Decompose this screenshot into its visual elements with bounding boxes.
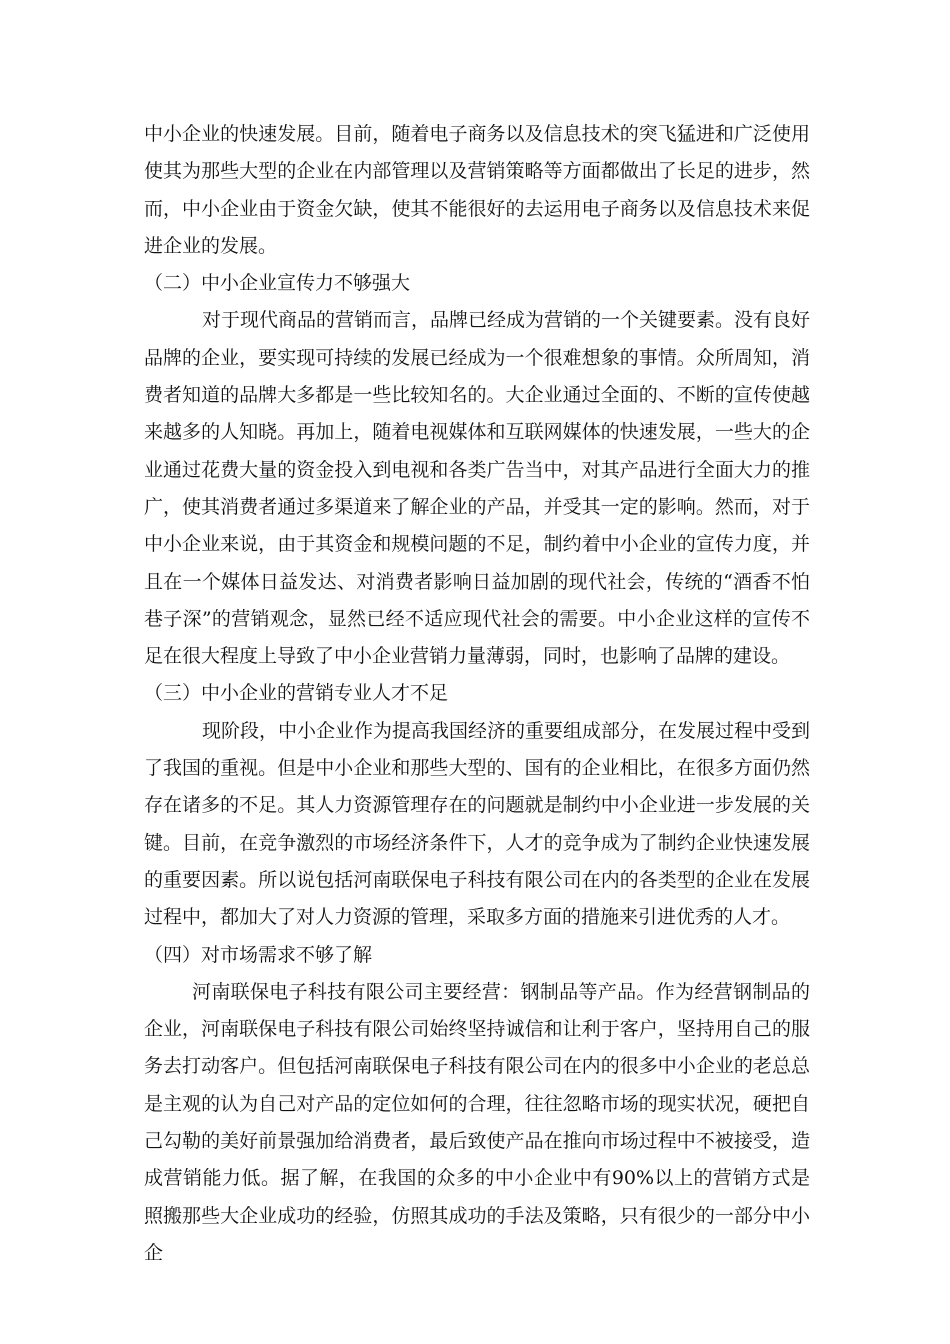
section-heading-2: （二）中小企业宣传力不够强大 bbox=[144, 272, 411, 295]
paragraph-market: 河南联保电子科技有限公司主要经营：钢制品等产品。作为经营钢制品的企业，河南联保电子科技有限公司始终坚持诚信和让利于客户，坚持用自己的服务去打动客户。但包括河南联保电子科技有限公司在内的很多中小企业的老总总是主观的认为自己对产品的定位如何的合理，往往忽略市场的现实状况，硬把自己勾勒的美好前景强加给消费者，最后致使产品在推向市场过程中不被接受，造成营销能力低。据了解，在我国的众多的中小企业中有90%以上的营销方式是照搬那些大企业成功的经验，仿照其成功的手法及策略，只有很少的一部分中小企 bbox=[144, 980, 810, 1264]
paragraph-talent: 现阶段，中小企业作为提高我国经济的重要组成部分，在发展过程中受到了我国的重视。但是中小企业和那些大型的、国有的企业相比，在很多方面仍然存在诸多的不足。其人力资源管理存在的问题就是制约中小企业进一步发展的关键。目前，在竞争激烈的市场经济条件下，人才的竞争成为了制约企业快速发展的重要因素。所以说包括河南联保电子科技有限公司在内的各类型的企业在发展过程中，都加大了对人力资源的管理，采取多方面的措施来引进优秀的人才。 bbox=[144, 719, 811, 929]
section-heading-4: （四）对市场需求不够了解 bbox=[144, 943, 373, 966]
paragraph-branding: 对于现代商品的营销而言，品牌已经成为营销的一个关键要素。没有良好品牌的企业，要实现可持续的发展已经成为一个很难想象的事情。众所周知，消费者知道的品牌大多都是一些比较知名的。大企业通过全面的、不断的宣传使越来越多的人知晓。再加上，随着电视媒体和互联网媒体的快速发展，一些大的企业通过花费大量的资金投入到电视和各类广告当中，对其产品进行全面大力的推广，使其消费者通过多渠道来了解企业的产品，并受其一定的影响。然而，对于中小企业来说，由于其资金和规模问题的不足，制约着中小企业的宣传力度，并且在一个媒体日益发达、对消费者影响日益加剧的现代社会，传统的“酒香不怕巷子深”的营销观念，显然已经不适应现代社会的需要。中小企业这样的宣传不足在很大程度上导致了中小企业营销力量薄弱，同时，也影响了品牌的建设。 bbox=[144, 309, 811, 668]
paragraph-intro: 中小企业的快速发展。目前，随着电子商务以及信息技术的突飞猛进和广泛使用使其为那些大型的企业在内部管理以及营销策略等方面都做出了长足的进步，然而，中小企业由于资金欠缺，使其不能很好的去运用电子商务以及信息技术来促进企业的发展。 bbox=[144, 123, 810, 257]
document-page bbox=[144, 116, 810, 1272]
section-heading-3: （三）中小企业的营销专业人才不足 bbox=[144, 682, 449, 705]
